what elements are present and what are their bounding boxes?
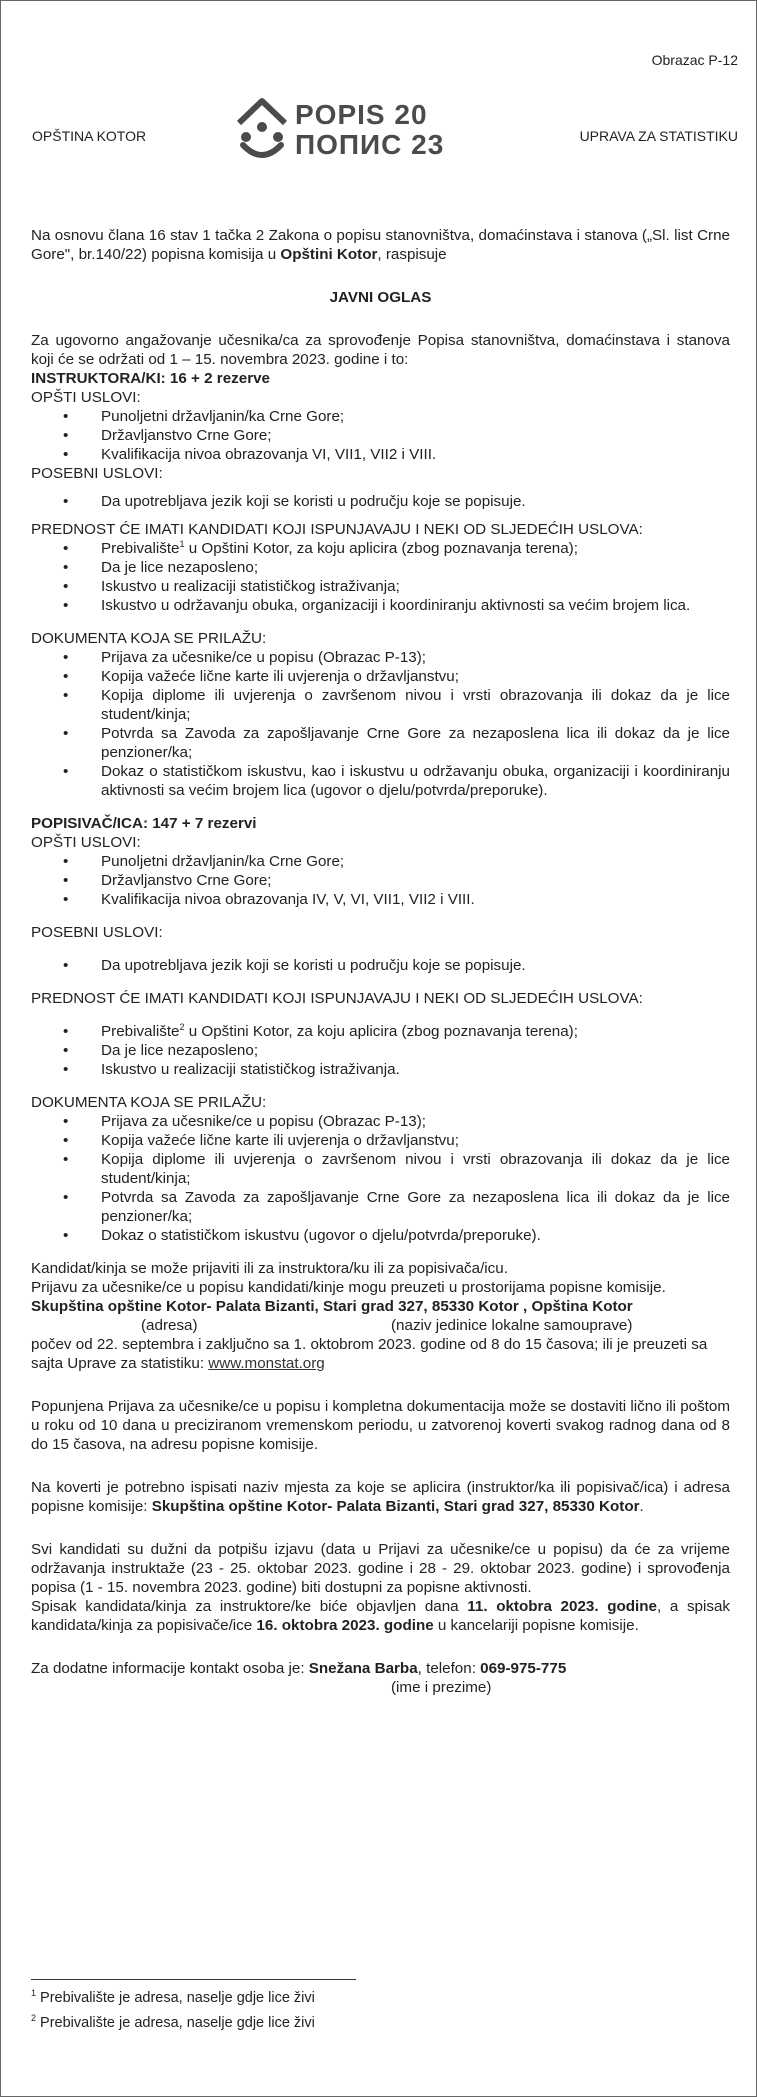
instructor-general-list (31, 407, 730, 464)
list-item: • Kopija važeće lične karte ili uvjerenja o državljanstvu; (31, 667, 730, 686)
footnote-2: $^2$ Prebivalište je adresa, naselje gdje lice živi (31, 2013, 315, 2031)
contact-hint: (ime i prezime) (391, 1679, 492, 1696)
list-item: • Potvrda sa Zavoda za zapošljavanje Crne Gore za nezaposlena lica ili dokaz da je lice penzioner/ka; (31, 724, 730, 762)
list-item: • Prebivalište$^2$ u Opštini Kotor, za koju aplicira (zbog poznavanja terena); (31, 1022, 730, 1041)
instructor-special-list (31, 492, 730, 511)
list-item: • Iskustvo u održavanju obuka, organizaciji i koordiniranju aktivnosti sa većim brojem lica. (31, 596, 730, 615)
list-item: • Da upotrebljava jezik koji se koristi u području koje se popisuje. (31, 492, 730, 511)
special-conditions-label: POSEBNI USLOVI: (31, 465, 163, 482)
footnote-1: $^1$ Prebivalište je adresa, naselje gdje lice živi (31, 1988, 315, 2006)
list-item: • Kopija važeće lične karte ili uvjerenja o državljanstvu; (31, 1131, 730, 1150)
list-item: • Kvalifikacija nivoa obrazovanja VI, VII1, VII2 i VIII. (31, 445, 730, 464)
list-item: • Državljanstvo Crne Gore; (31, 871, 730, 890)
commission-address: Skupština opštine Kotor- Palata Bizanti, Stari grad 327, 85330 Kotor , Opština Kotor (31, 1298, 633, 1315)
application-note: Kandidat/kinja se može prijaviti ili za instruktora/ku ili za popisivača/icu. (31, 1260, 508, 1277)
address-hint: (adresa) (141, 1317, 198, 1334)
document-body (31, 226, 730, 1697)
logo-text-latin: POPIS 20 (295, 99, 428, 130)
delivery-paragraph: Popunjena Prijava za učesnike/ce u popisu i kompletna dokumentacija može se dostaviti lično ili poštom u roku od 10 dana u preciziranom vremenskom periodu, u zatvorenoj koverti svakog radnog dana od 8 do 15 časova, na adresu popisne komisije. (31, 1398, 731, 1453)
list-item: • Kopija diplome ili uvjerenja o završenom nivou i vrsti obrazovanja ili dokaz da je lice student/kinja; (31, 1150, 730, 1188)
list-item: • Da je lice nezaposleno; (31, 1041, 730, 1060)
general-conditions-label: OPŠTI USLOVI: (31, 834, 141, 851)
list-item: • Prijava za učesnike/ce u popisu (Obrazac P-13); (31, 1112, 730, 1131)
enumerator-special-list (31, 956, 730, 975)
announcement-title: JAVNI OGLAS (329, 289, 432, 306)
documents-label: DOKUMENTA KOJA SE PRILAŽU: (31, 1094, 267, 1111)
special-conditions-label: POSEBNI USLOVI: (31, 924, 163, 941)
list-item: • Punoljetni državljanin/ka Crne Gore; (31, 407, 730, 426)
general-conditions-label: OPŠTI USLOVI: (31, 389, 141, 406)
intro-paragraph: Na osnovu člana 16 stav 1 tačka 2 Zakona o popisu stanovništva, domaćinstava i stanova („Sl. list Crne Gore", br.140/22) popisna komisija u Opštini Kotor, raspisuje (31, 227, 730, 263)
instructor-priority-list (31, 539, 730, 615)
list-item: • Punoljetni državljanin/ka Crne Gore; (31, 852, 730, 871)
priority-label: PREDNOST ĆE IMATI KANDIDATI KOJI ISPUNJAVAJU I NEKI OD SLJEDEĆIH USLOVA: (31, 990, 643, 1007)
list-item: • Kvalifikacija nivoa obrazovanja IV, V, VI, VII1, VII2 i VIII. (31, 890, 730, 909)
list-item: • Da upotrebljava jezik koji se koristi u području koje se popisuje. (31, 956, 730, 975)
contact-line: Za dodatne informacije kontakt osoba je: Snežana Barba, telefon: 069-975-775 (31, 1660, 567, 1677)
priority-label: PREDNOST ĆE IMATI KANDIDATI KOJI ISPUNJAVAJU I NEKI OD SLJEDEĆIH USLOVA: (31, 521, 643, 538)
municipality-hint: (naziv jedinice lokalne samouprave) (391, 1317, 633, 1334)
list-item: • Prijava za učesnike/ce u popisu (Obrazac P-13); (31, 648, 730, 667)
envelope-paragraph: Na koverti je potrebno ispisati naziv mjesta za koje se aplicira (instruktor/ka ili popisivač/ica) i adresa popisne komisije: Skupština opštine Kotor- Palata Bizanti, Stari grad 327, 85330 Kotor. (31, 1479, 730, 1515)
house-people-icon (233, 93, 291, 165)
purpose-paragraph: Za ugovorno angažovanje učesnika/ca za sprovođenje Popisa stanovništva, domaćinstava i stanova koji će se održati od 1 – 15. novembra 2023. godine i to: (31, 332, 730, 368)
list-item: • Dokaz o statističkom iskustvu, kao i iskustvu u održavanju obuka, organizaciji i koordiniranju aktivnosti sa većim brojem lica (ugovor o djelu/potvrda/preporuke). (31, 762, 730, 800)
list-item: • Iskustvo u realizaciji statističkog istraživanja; (31, 577, 730, 596)
candidate-list-paragraph: Spisak kandidata/kinja za instruktore/ke biće objavljen dana 11. oktobra 2023. godine, a spisak kandidata/kinja za popisivače/ice 16. oktobra 2023. godine u kancelariji popisne komisije. (31, 1598, 731, 1634)
list-item: • Prebivalište$^1$ u Opštini Kotor, za koju aplicira (zbog poznavanja terena); (31, 539, 730, 558)
enumerator-documents-list (31, 1112, 730, 1245)
instructor-heading: INSTRUKTORA/KI: 16 + 2 rezerve (31, 370, 271, 387)
monstat-link[interactable]: www.monstat.org (208, 1355, 325, 1372)
census-logo (233, 93, 473, 173)
statement-paragraph: Svi kandidati su dužni da potpišu izjavu (data u Prijavi za učesnike/ce u popisu) da će za vrijeme održavanja instruktaže (23 - 25. oktobar 2023. godine i 28 - 29. oktobar 2023. godine) i sprovođenja popisa (1 - 15. novembra 2023. godine) biti dostupni za popisne aktivnosti. (31, 1541, 730, 1596)
list-item: • Iskustvo u realizaciji statističkog istraživanja. (31, 1060, 730, 1079)
form-number: Obrazac P-12 (651, 52, 738, 68)
footnotes (31, 1989, 315, 2033)
enumerator-priority-list (31, 1022, 730, 1079)
application-pickup: Prijavu za učesnike/ce u popisu kandidati/kinje mogu preuzeti u prostorijama popisne komisije. (31, 1279, 666, 1296)
list-item: • Kopija diplome ili uvjerenja o završenom nivou i vrsti obrazovanja ili dokaz da je lice student/kinja; (31, 686, 730, 724)
list-item: • Dokaz o statističkom iskustvu (ugovor o djelu/potvrda/preporuke). (31, 1226, 730, 1245)
documents-label: DOKUMENTA KOJA SE PRILAŽU: (31, 630, 267, 647)
address-hints (31, 1316, 730, 1335)
enumerator-general-list (31, 852, 730, 909)
list-item: • Državljanstvo Crne Gore; (31, 426, 730, 445)
pickup-period: počev od 22. septembra i zaključno sa 1. oktobrom 2023. godine od 8 do 15 časova; ili je preuzeti sa sajta Uprave za statistiku: www.monstat.org (31, 1336, 708, 1372)
agency-label: UPRAVA ZA STATISTIKU (579, 128, 738, 144)
list-item: • Potvrda sa Zavoda za zapošljavanje Crne Gore za nezaposlena lica ili dokaz da je lice penzioner/ka; (31, 1188, 730, 1226)
municipality-label: OPŠTINA KOTOR (32, 128, 147, 144)
footnote-divider (31, 1979, 356, 1980)
enumerator-heading: POPISIVAČ/ICA: 147 + 7 rezervi (31, 815, 257, 832)
instructor-documents-list (31, 648, 730, 800)
list-item: • Da je lice nezaposleno; (31, 558, 730, 577)
logo-text-cyrillic: ПОПИС 23 (295, 129, 445, 160)
